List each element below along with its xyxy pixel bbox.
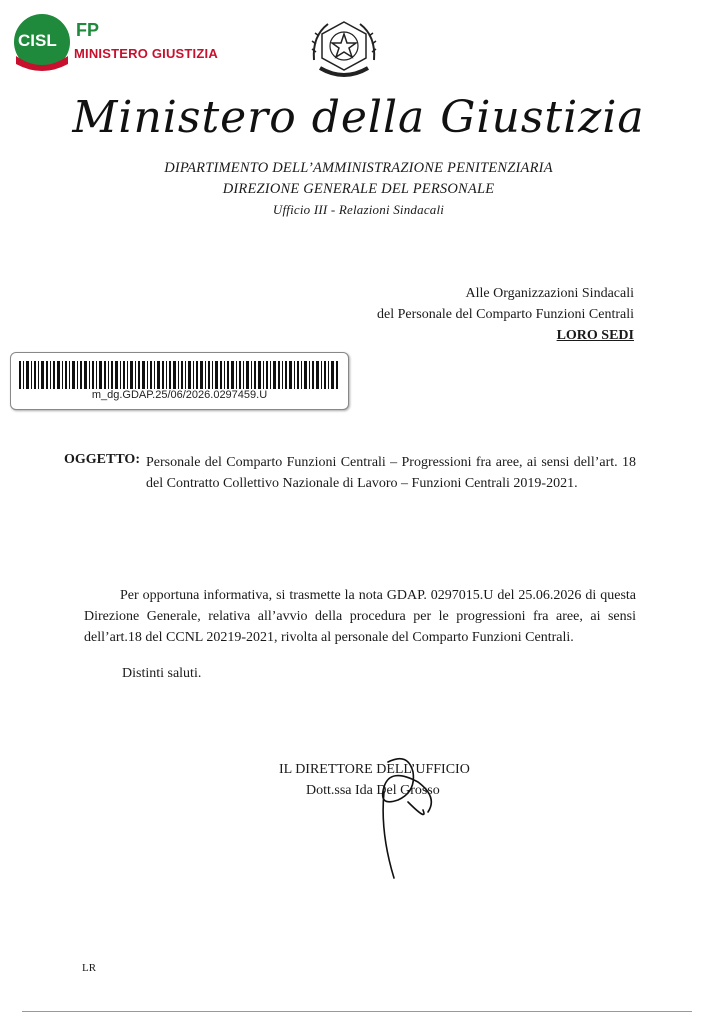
cisl-logo-icon [10, 12, 240, 74]
subject-label: OGGETTO: [64, 452, 140, 467]
direction-name: DIREZIONE GENERALE DEL PERSONALE [222, 181, 495, 197]
logo-subtitle: MINISTERO GIUSTIZIA [74, 46, 218, 61]
addressee-line-2: del Personale del Comparto Funzioni Centrali [376, 307, 634, 322]
handwritten-signature [318, 752, 458, 882]
cisl-fp-logo [10, 12, 240, 74]
barcode-icon [19, 361, 339, 389]
closing-text: Distinti saluti. [122, 666, 202, 681]
protocol-stamp [10, 352, 349, 410]
italian-republic-emblem-icon [306, 16, 382, 82]
addressee-line-1: Alle Organizzazioni Sindacali [465, 286, 634, 301]
subject-text: Personale del Comparto Funzioni Centrali – Progressioni fra aree, ai sensi dell’art. 18 del Contratto Collettivo Nazionale di Lavoro – Funzioni Centrali 2019-2021. [146, 455, 636, 491]
protocol-code: m_dg.GDAP.25/06/2026.0297459.U [91, 389, 268, 401]
drafter-initials: LR [82, 962, 97, 974]
logo-brand: CISL [18, 31, 57, 50]
addressee-line-3: LORO SEDI [556, 328, 634, 343]
footer-divider [22, 1011, 692, 1012]
department-name: DIPARTIMENTO DELL’AMMINISTRAZIONE PENITENZIARIA [164, 160, 553, 176]
signature-title: IL DIRETTORE DELL’UFFICIO [279, 762, 470, 777]
body-paragraph: Per opportuna informativa, si trasmette la nota GDAP. 0297015.U del 25.06.2026 di questa Direzione Generale, relativa all’avvio della procedura per le progressioni fra aree, ai sensi dell’art.18 del CCNL 20219-2021, rivolta al personale del Comparto Funzioni Centrali. [84, 588, 636, 645]
ministry-title: Ministero della Giustizia [72, 92, 645, 143]
logo-suffix: FP [76, 20, 100, 40]
signature-name: Dott.ssa Ida Del Grosso [306, 783, 440, 798]
office-name: Ufficio III - Relazioni Sindacali [272, 202, 445, 217]
